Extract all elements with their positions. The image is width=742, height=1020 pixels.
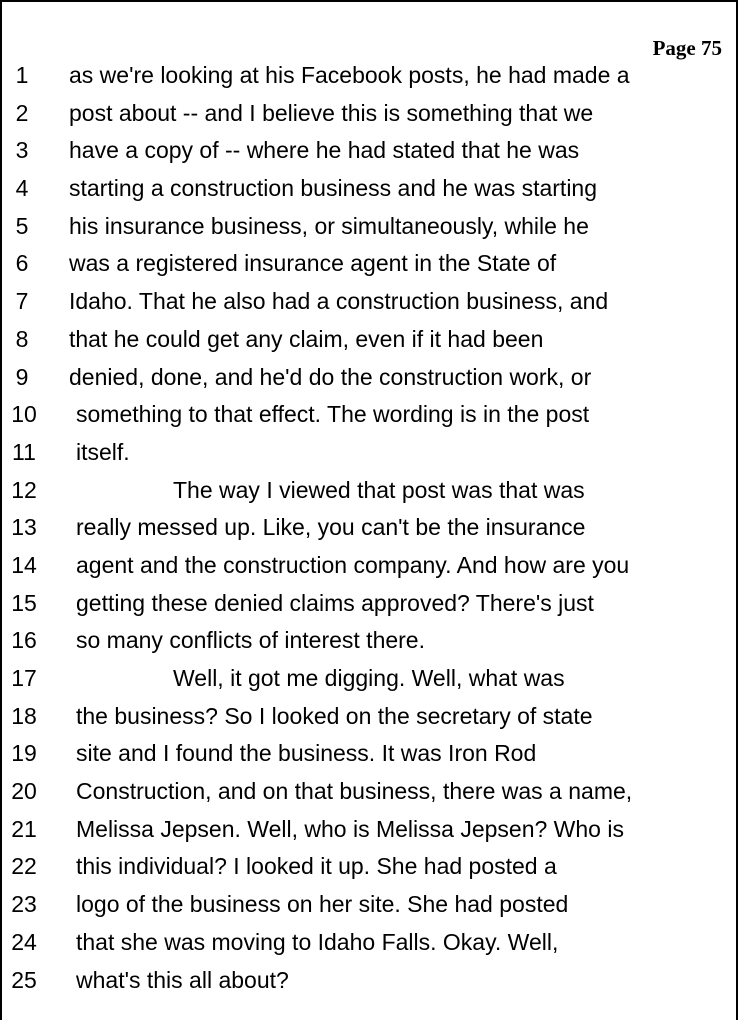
line-text: starting a construction business and he was starting — [69, 175, 598, 202]
line-number: 2 — [15, 99, 29, 126]
line-text: as we're looking at his Facebook posts, he had made a — [69, 62, 630, 88]
line-text: that he could get any claim, even if it had been — [69, 325, 544, 352]
transcript-body — [2, 58, 740, 1000]
line-text: denied, done, and he'd do the construction work, or — [69, 363, 592, 390]
transcript-line — [2, 661, 740, 699]
line-text: was a registered insurance agent in the State of — [69, 250, 557, 277]
transcript-line — [2, 887, 740, 925]
line-text: logo of the business on her site. She had posted — [76, 891, 569, 918]
transcript-line — [2, 812, 740, 850]
line-number: 12 — [11, 476, 37, 503]
transcript-line — [2, 284, 740, 322]
transcript-line — [2, 246, 740, 284]
line-number: 25 — [11, 966, 37, 993]
transcript-line — [2, 510, 740, 548]
transcript-line — [2, 586, 740, 624]
line-number: 21 — [11, 815, 37, 842]
line-number: 6 — [15, 250, 29, 277]
line-number: 8 — [15, 325, 29, 352]
line-number: 7 — [15, 288, 29, 315]
line-text: what's this all about? — [76, 966, 289, 993]
line-text: Idaho. That he also had a construction business, and — [69, 288, 609, 315]
line-text: something to that effect. The wording is in the post — [76, 401, 590, 428]
line-text: itself. — [76, 438, 130, 465]
transcript-line — [2, 473, 740, 511]
line-number: 3 — [15, 137, 29, 164]
line-text: Well, it got me digging. Well, what was — [173, 665, 565, 691]
transcript-line — [2, 849, 740, 887]
line-number: 1 — [15, 62, 29, 88]
line-text: this individual? I looked it up. She had posted a — [76, 853, 557, 880]
line-text: getting these denied claims approved? There's just — [76, 589, 594, 616]
line-number: 9 — [15, 363, 29, 390]
transcript-line — [2, 435, 740, 473]
line-number: 5 — [15, 212, 29, 239]
line-text: really messed up. Like, you can't be the insurance — [76, 514, 586, 541]
transcript-line — [2, 171, 740, 209]
line-number: 20 — [11, 778, 37, 805]
line-number: 16 — [11, 627, 37, 654]
line-text: have a copy of -- where he had stated that he was — [69, 137, 580, 164]
line-text: so many conflicts of interest there. — [76, 627, 425, 654]
line-number: 15 — [11, 589, 37, 616]
line-text: post about -- and I believe this is something that we — [69, 99, 594, 126]
line-number: 19 — [11, 740, 37, 767]
line-number: 23 — [11, 891, 37, 918]
transcript-line — [2, 699, 740, 737]
line-text: agent and the construction company. And how are you — [76, 551, 630, 578]
transcript-line — [2, 774, 740, 812]
line-number: 13 — [11, 514, 37, 541]
transcript-line — [2, 963, 740, 1001]
transcript-line — [2, 322, 740, 360]
transcript-line — [2, 209, 740, 247]
line-number: 17 — [11, 665, 37, 691]
transcript-line — [2, 397, 740, 435]
line-number: 14 — [11, 551, 37, 578]
transcript-line — [2, 133, 740, 171]
line-text: his insurance business, or simultaneously, while he — [69, 212, 589, 239]
transcript-line — [2, 623, 740, 661]
line-number: 4 — [15, 175, 29, 202]
transcript-line — [2, 925, 740, 963]
transcript-line — [2, 58, 740, 96]
transcript-line — [2, 360, 740, 398]
line-number: 18 — [11, 702, 37, 729]
transcript-line — [2, 96, 740, 134]
page-number: Page 75 — [652, 36, 722, 60]
line-text: site and I found the business. It was Iron Rod — [76, 740, 537, 767]
line-text: The way I viewed that post was that was — [173, 476, 585, 503]
line-number: 11 — [12, 438, 36, 465]
line-number: 22 — [11, 853, 37, 880]
line-number: 10 — [11, 401, 37, 428]
line-number: 24 — [11, 928, 37, 955]
transcript-line — [2, 736, 740, 774]
line-text: Construction, and on that business, there was a name, — [76, 778, 633, 805]
transcript-line — [2, 548, 740, 586]
line-text: Melissa Jepsen. Well, who is Melissa Jepsen? Who is — [76, 815, 624, 842]
line-text: the business? So I looked on the secretary of state — [76, 702, 593, 729]
line-text: that she was moving to Idaho Falls. Okay. Well, — [76, 928, 559, 955]
